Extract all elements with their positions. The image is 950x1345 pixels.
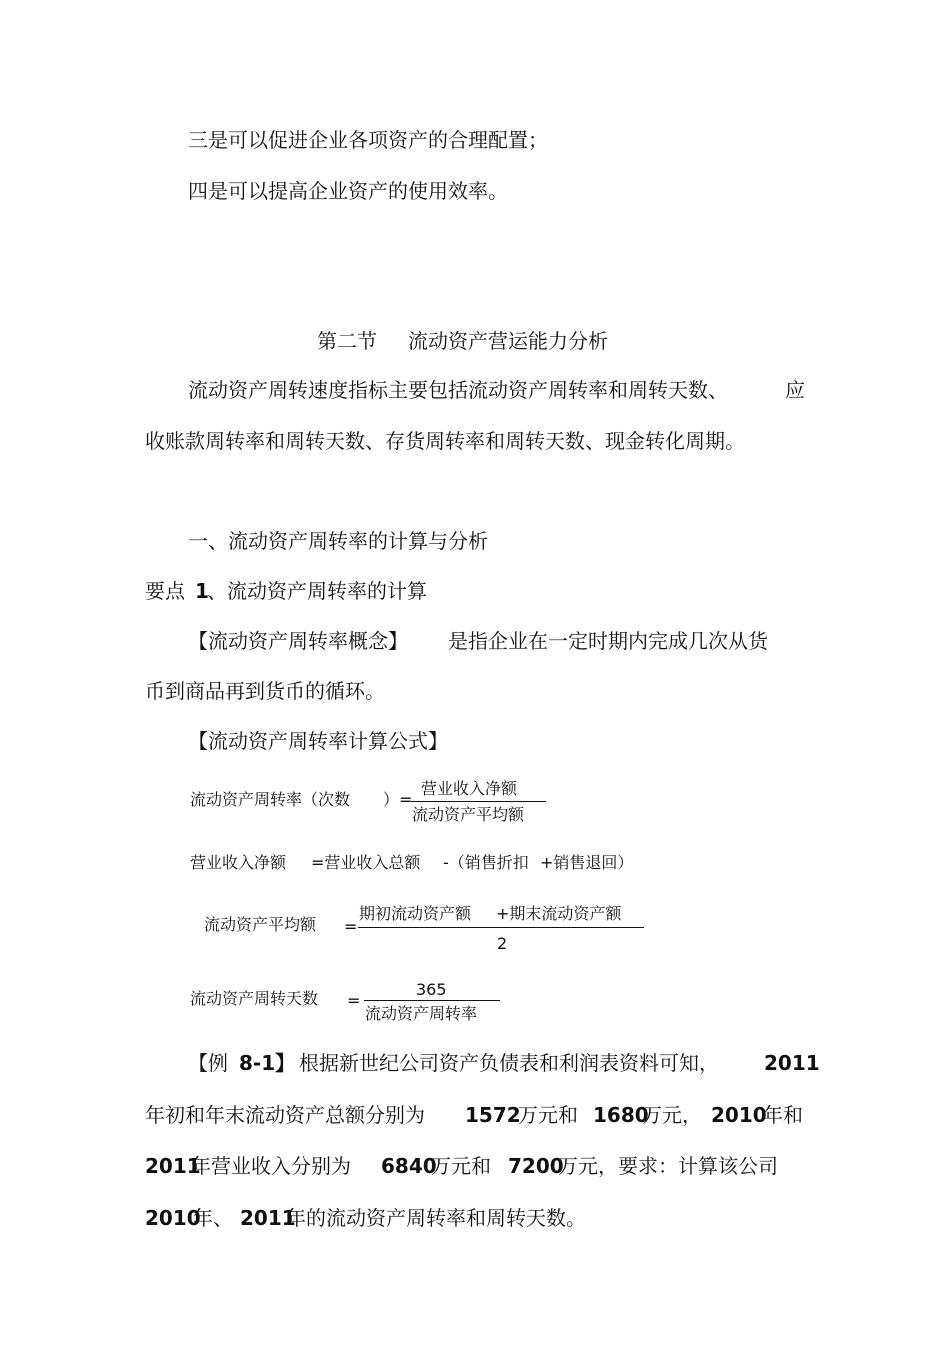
example-number: 8-1】 — [239, 1051, 296, 1075]
formula3-fraction-bar — [358, 927, 644, 928]
formula1-denominator: 流动资产平均额 — [412, 805, 525, 824]
formula3-lhs: 流动资产平均额 — [204, 915, 317, 934]
example-value-7200: 7200 — [508, 1154, 564, 1178]
paragraph-intro-line2: 收账款周转率和周转天数、存货周转率和周转天数、现金转化周期。 — [145, 429, 745, 453]
text-line-assets-efficiency: 四是可以提高企业资产的使用效率。 — [188, 179, 508, 203]
example-unit: 万元， — [642, 1103, 702, 1127]
example-unit-and-2: 万元和 — [431, 1154, 491, 1178]
formula2-total-revenue: =营业收入总额 — [311, 853, 421, 872]
example-year-2011-c: 2011 — [240, 1206, 296, 1230]
subheading-turnover-analysis: 一、流动资产周转率的计算与分析 — [188, 529, 488, 553]
example-line1-text: 根据新世纪公司资产负债表和利润表资料可知， — [299, 1051, 719, 1075]
formula4-lhs: 流动资产周转天数 — [190, 989, 319, 1008]
formula4-fraction-bar — [364, 1000, 500, 1001]
formula-label: 【流动资产周转率计算公式】 — [188, 729, 448, 753]
example-value-6840: 6840 — [381, 1154, 437, 1178]
paragraph-intro-part2: 应 — [785, 378, 805, 402]
formula3-numerator-end: +期末流动资产额 — [496, 904, 622, 923]
example-year-2011-b: 2011 — [145, 1154, 201, 1178]
example-year-and: 年和 — [763, 1103, 803, 1127]
concept-label: 【流动资产周转率概念】 — [188, 629, 408, 653]
section-number: 第二节 — [317, 329, 377, 353]
paragraph-intro-part1: 流动资产周转速度指标主要包括流动资产周转率和周转天数、 — [188, 378, 728, 402]
formula4-numerator: 365 — [416, 980, 447, 999]
formula1-numerator: 营业收入净额 — [421, 779, 518, 798]
example-label: 【例 — [188, 1051, 228, 1075]
example-value-1572: 1572 — [465, 1103, 521, 1127]
point-title: 、流动资产周转率的计算 — [207, 579, 427, 603]
concept-text-line2: 币到商品再到货币的循环。 — [145, 679, 385, 703]
formula4-denominator: 流动资产周转率 — [365, 1004, 478, 1023]
example-value-1680: 1680 — [593, 1103, 649, 1127]
example-year-2010: 2010 — [711, 1103, 767, 1127]
example-requirement: 万元，要求：计算该公司 — [558, 1154, 778, 1178]
formula1-lhs: 流动资产周转率（次数 — [190, 790, 351, 809]
point-label: 要点 — [145, 579, 185, 603]
example-year-2011: 2011 — [764, 1051, 820, 1075]
formula4-equals: = — [347, 991, 361, 1010]
example-year-2010-b: 2010 — [145, 1206, 201, 1230]
example-line4-text: 年的流动资产周转率和周转天数。 — [286, 1206, 586, 1230]
example-unit-and: 万元和 — [518, 1103, 578, 1127]
example-year-sep: 年、 — [193, 1206, 233, 1230]
text-line-assets-allocation: 三是可以促进企业各项资产的合理配置； — [188, 128, 548, 152]
formula1-fraction-bar — [411, 801, 546, 802]
point-number: 1 — [195, 579, 209, 603]
formula3-denominator: 2 — [497, 934, 508, 953]
formula3-numerator-begin: 期初流动资产额 — [359, 904, 472, 923]
formula3-equals: = — [344, 917, 358, 936]
concept-text-line1: 是指企业在一定时期内完成几次从货 — [448, 629, 768, 653]
example-line3-text: 年营业收入分别为 — [191, 1154, 351, 1178]
formula2-lhs: 营业收入净额 — [190, 853, 287, 872]
formula2-discount: -（销售折扣 — [443, 853, 529, 872]
section-title: 流动资产营运能力分析 — [408, 329, 608, 353]
formula1-equals: ）= — [383, 790, 413, 809]
formula2-returns: +销售退回） — [540, 853, 634, 872]
example-line2-text: 年初和年末流动资产总额分别为 — [145, 1103, 425, 1127]
